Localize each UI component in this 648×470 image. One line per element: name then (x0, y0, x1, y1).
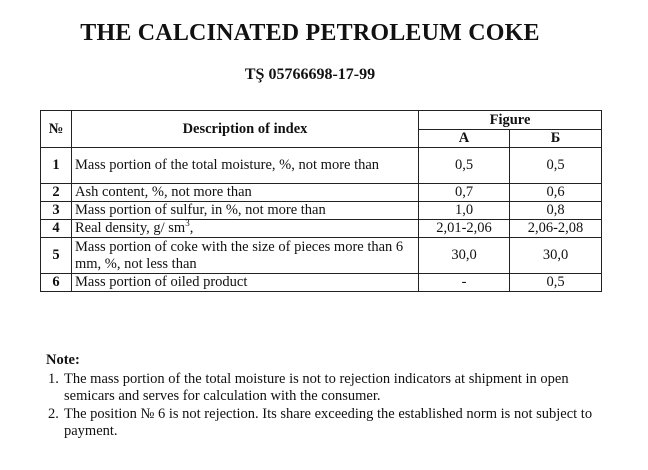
row-value-b: 0,6 (510, 184, 602, 202)
note-text: The position № 6 is not rejection. Its share exceeding the established norm is not subject to payment. (64, 405, 593, 439)
row-value-b: 0,5 (510, 274, 602, 292)
row-number: 6 (41, 274, 72, 292)
header-figure: Figure (419, 111, 602, 130)
table-row (41, 274, 602, 292)
row-value-a: 0,7 (419, 184, 510, 202)
row-description: Mass portion of oiled product (72, 274, 419, 292)
row-number: 2 (41, 184, 72, 202)
note-number: 1. (48, 370, 59, 387)
table-row (41, 220, 602, 238)
specification-table (40, 110, 602, 292)
row-value-a: 30,0 (419, 238, 510, 274)
header-description: Description of index (72, 111, 419, 148)
row-value-a: - (419, 274, 510, 292)
row-number: 3 (41, 202, 72, 220)
row-number: 1 (41, 148, 72, 184)
row-description: Ash content, %, not more than (72, 184, 419, 202)
superscript-exponent: 3 (185, 218, 190, 229)
table-header-row (41, 111, 602, 130)
row-number: 4 (41, 220, 72, 238)
table-row (41, 148, 602, 184)
row-value-b: 0,5 (510, 148, 602, 184)
row-value-b: 2,06-2,08 (510, 220, 602, 238)
row-description: Mass portion of coke with the size of pieces more than 6 mm, %, not less than (72, 238, 419, 274)
notes-title: Note: (46, 352, 80, 368)
table-row (41, 184, 602, 202)
document-subtitle: TŞ 05766698-17-99 (244, 66, 376, 83)
row-description: Mass portion of the total moisture, %, not more than (72, 148, 419, 184)
notes-section (46, 352, 606, 441)
row-description (72, 220, 419, 238)
row-description-text: Real density, g/ sm (75, 220, 186, 236)
row-description: Mass portion of sulfur, in %, not more than (72, 202, 419, 220)
row-description-suffix: , (189, 220, 194, 236)
document-title: THE CALCINATED PETROLEUM COKE (80, 20, 540, 46)
table-row (41, 238, 602, 274)
note-item (46, 406, 606, 441)
note-item (46, 371, 606, 406)
note-number: 2. (48, 405, 59, 422)
row-value-a: 0,5 (419, 148, 510, 184)
header-grade-a: А (419, 130, 510, 148)
note-text: The mass portion of the total moisture is not to rejection indicators at shipment in open semicars and serves for calculation with the consumer. (64, 370, 569, 404)
header-grade-b: Б (510, 130, 602, 148)
row-value-b: 0,8 (510, 202, 602, 220)
row-value-b: 30,0 (510, 238, 602, 274)
row-number: 5 (41, 238, 72, 274)
table-row (41, 202, 602, 220)
row-value-a: 1,0 (419, 202, 510, 220)
row-value-a: 2,01-2,06 (419, 220, 510, 238)
header-number: № (41, 111, 72, 148)
